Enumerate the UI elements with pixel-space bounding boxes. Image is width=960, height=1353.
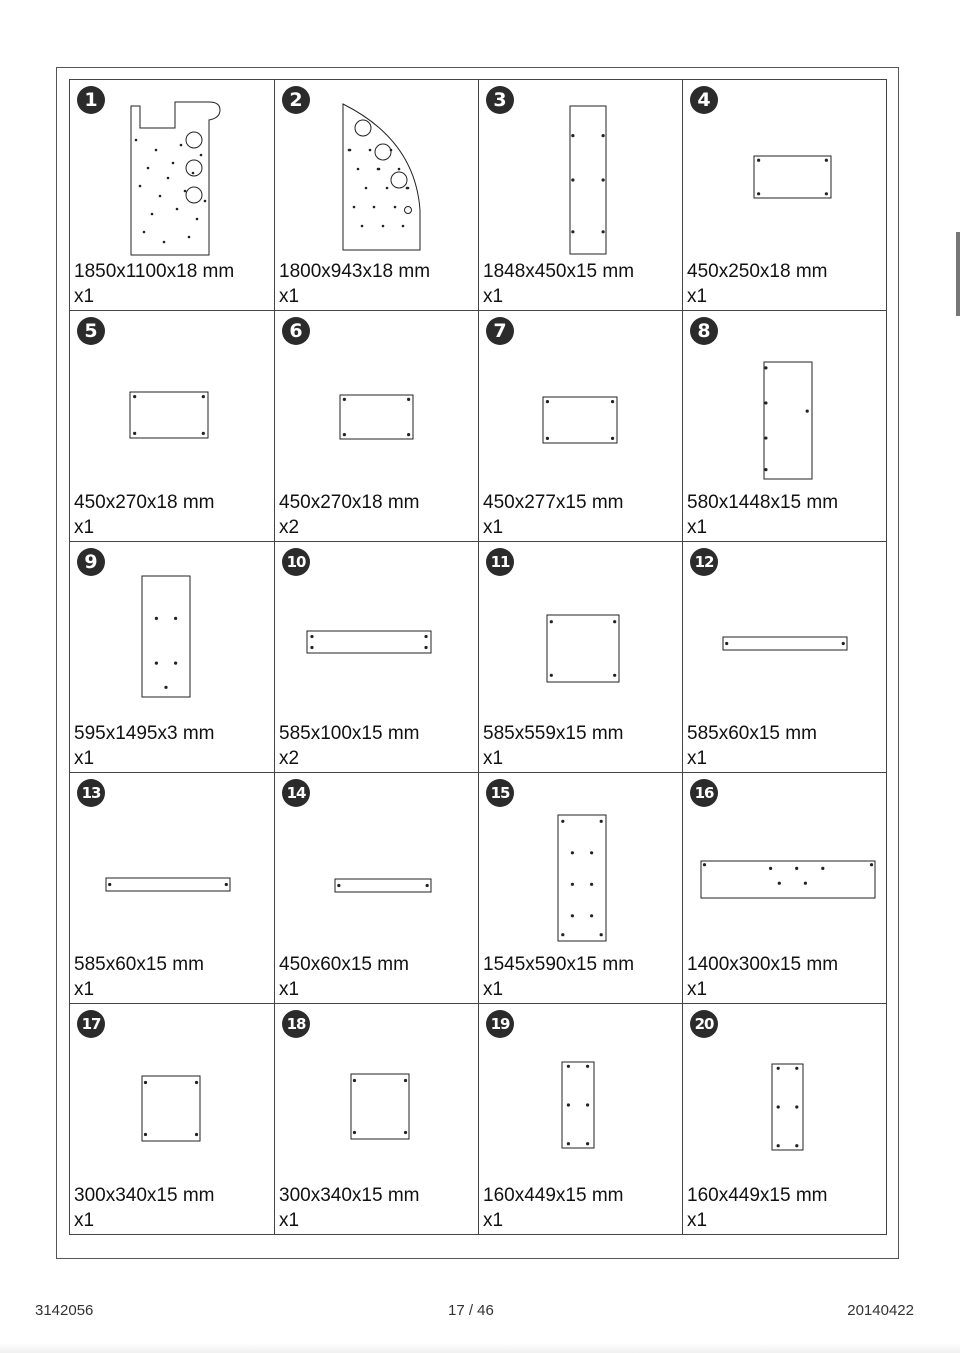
part-quantity: x1: [74, 1210, 95, 1231]
part-cell: [275, 1004, 479, 1234]
part-dimensions: 450x277x15 mm: [483, 492, 624, 513]
part-quantity: x1: [687, 286, 708, 307]
part-number-badge: 8: [690, 317, 718, 345]
page-bottom-shade: [0, 1343, 960, 1353]
part-quantity: x1: [483, 748, 504, 769]
part-cell: [479, 773, 683, 1004]
part-cell: [683, 80, 886, 311]
part-dimensions: 450x250x18 mm: [687, 261, 828, 282]
part-cell: [275, 542, 479, 773]
part-number-badge: 11: [486, 548, 514, 576]
part-number-badge: 17: [77, 1010, 105, 1038]
part-cell: [683, 542, 886, 773]
part-quantity: x1: [279, 1210, 300, 1231]
part-dimensions: 585x559x15 mm: [483, 723, 624, 744]
part-number-badge: 5: [77, 317, 105, 345]
part-dimensions: 585x60x15 mm: [74, 954, 204, 975]
part-number-badge: 7: [486, 317, 514, 345]
part-number-badge: 1: [77, 86, 105, 114]
part-dimensions: 450x270x18 mm: [279, 492, 420, 513]
part-quantity: x2: [279, 517, 300, 538]
part-quantity: x1: [687, 1210, 708, 1231]
part-dimensions: 300x340x15 mm: [74, 1185, 215, 1206]
part-cell: [70, 311, 275, 542]
part-dimensions: 160x449x15 mm: [483, 1185, 624, 1206]
part-cell: [275, 773, 479, 1004]
part-dimensions: 585x100x15 mm: [279, 723, 420, 744]
part-number-badge: 9: [77, 548, 105, 576]
part-quantity: x1: [483, 517, 504, 538]
part-dimensions: 1850x1100x18 mm: [74, 261, 235, 282]
part-cell: [479, 311, 683, 542]
part-dimensions: 585x60x15 mm: [687, 723, 817, 744]
part-dimensions: 160x449x15 mm: [687, 1185, 828, 1206]
part-dimensions: 1545x590x15 mm: [483, 954, 635, 975]
part-number-badge: 2: [282, 86, 310, 114]
part-dimensions: 450x60x15 mm: [279, 954, 409, 975]
part-cell: [683, 311, 886, 542]
part-quantity: x1: [74, 748, 95, 769]
part-dimensions: 580x1448x15 mm: [687, 492, 839, 513]
part-number-badge: 13: [77, 779, 105, 807]
part-cell: [479, 80, 683, 311]
part-quantity: x1: [74, 979, 95, 1000]
part-cell: [70, 542, 275, 773]
part-number-badge: 18: [282, 1010, 310, 1038]
part-quantity: x2: [279, 748, 300, 769]
part-number-badge: 6: [282, 317, 310, 345]
part-dimensions: 1848x450x15 mm: [483, 261, 635, 282]
part-number-badge: 3: [486, 86, 514, 114]
part-number-badge: 15: [486, 779, 514, 807]
document-date: 20140422: [847, 1302, 914, 1319]
part-cell: [479, 542, 683, 773]
parts-grid: [69, 79, 887, 1235]
part-quantity: x1: [687, 748, 708, 769]
part-number-badge: 16: [690, 779, 718, 807]
part-cell: [70, 80, 275, 311]
part-number-badge: 19: [486, 1010, 514, 1038]
part-quantity: x1: [74, 517, 95, 538]
part-cell: [479, 1004, 683, 1234]
part-quantity: x1: [687, 979, 708, 1000]
part-quantity: x1: [279, 286, 300, 307]
part-quantity: x1: [483, 286, 504, 307]
part-dimensions: 1400x300x15 mm: [687, 954, 839, 975]
part-cell: [275, 80, 479, 311]
part-dimensions: 595x1495x3 mm: [74, 723, 215, 744]
page-edge-tab: [956, 232, 960, 316]
article-number: 3142056: [35, 1302, 94, 1319]
part-quantity: x1: [74, 286, 95, 307]
part-dimensions: 450x270x18 mm: [74, 492, 215, 513]
part-number-badge: 12: [690, 548, 718, 576]
part-cell: [683, 773, 886, 1004]
part-cell: [70, 1004, 275, 1234]
part-quantity: x1: [279, 979, 300, 1000]
part-dimensions: 1800x943x18 mm: [279, 261, 431, 282]
part-quantity: x1: [483, 979, 504, 1000]
part-cell: [70, 773, 275, 1004]
part-number-badge: 20: [690, 1010, 718, 1038]
part-cell: [683, 1004, 886, 1234]
part-quantity: x1: [687, 517, 708, 538]
part-number-badge: 4: [690, 86, 718, 114]
part-quantity: x1: [483, 1210, 504, 1231]
page-number: 17 / 46: [448, 1302, 494, 1319]
part-number-badge: 10: [282, 548, 310, 576]
part-dimensions: 300x340x15 mm: [279, 1185, 420, 1206]
part-number-badge: 14: [282, 779, 310, 807]
part-cell: [275, 311, 479, 542]
